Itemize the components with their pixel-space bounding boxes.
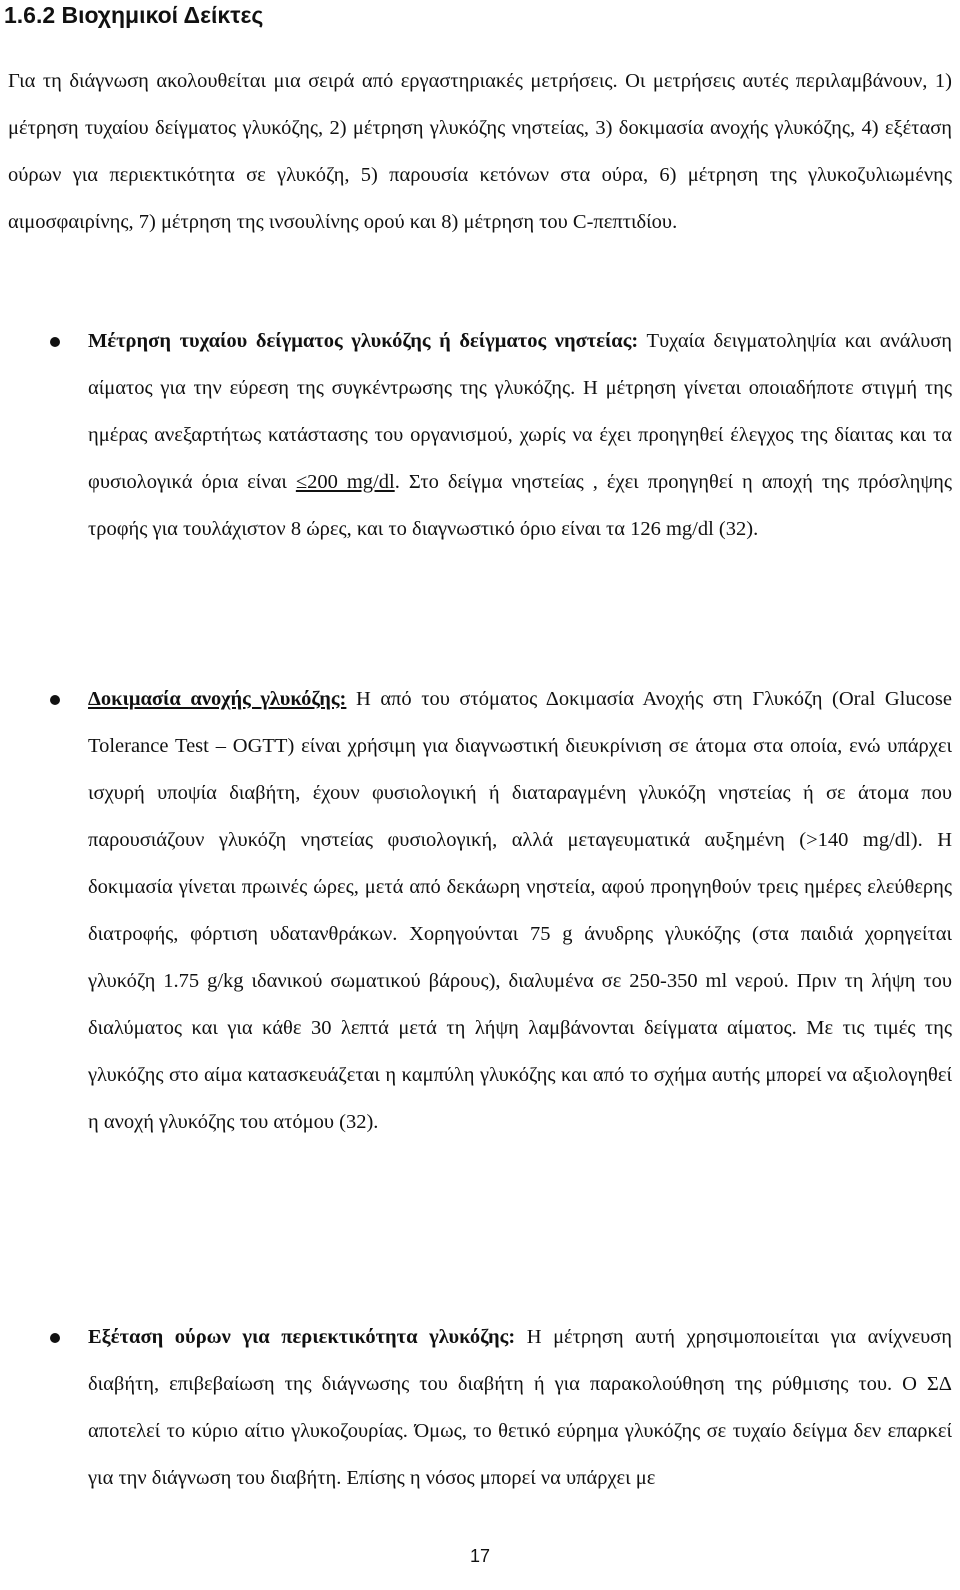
bullet-body-continued: . Στο δείγμα νηστείας , έχει προηγηθεί η αποχή της πρόσληψης τροφής για τουλάχιστον 8 ώρες, και το διαγνωστικό όριο είναι τα 126 mg/dl (32).: [88, 471, 952, 540]
bullet-term: Μέτρηση τυχαίου δείγματος γλυκόζης ή δείγματος νηστείας:: [88, 330, 639, 352]
bullet-dot: [50, 695, 60, 705]
bullet-body: Η από του στόματος Δοκιμασία Ανοχής στη Γλυκόζη (Oral Glucose Tolerance Test – OGTT) είναι χρήσιμη για διαγνωστική διευκρίνιση σε άτομα στα οποία, ενώ υπάρχει ισχυρή υποψία διαβήτη, έχουν φυσιολογική ή διαταραγμένη γλυκόζη νηστείας ή σε άτομα που παρουσιάζουν γλυκόζη νηστείας φυσιολογική, αλλά μεταγευματικά αυξημένη (>140 mg/dl). Η δοκιμασία γίνεται πρωινές ώρες, μετά από δεκάωρη νηστεία, αφού προηγηθούν τρεις ημέρες ελεύθερης διατροφής, φόρτιση υδατανθράκων. Χορηγούνται 75 g άνυδρης γλυκόζης (στα παιδιά χορηγείται γλυκόζη 1.75 g/kg ιδανικού σωματικού βάρους), διαλυμένα σε 250-350 ml νερού. Πριν τη λήψη του διαλύματος και για κάθε 30 λεπτά μετά τη λήψη λαμβάνονται δείγματα αίματος. Με τις τιμές της γλυκόζης στο αίμα κατασκευάζεται η καμπύλη γλυκόζης και από το σχήμα αυτής μπορεί να αξιολογηθεί η ανοχή γλυκόζης του ατόμου (32).: [88, 688, 953, 1133]
section-heading: 1.6.2 Βιοχημικοί Δείκτες: [4, 2, 264, 28]
bullet-paragraph: [88, 676, 952, 1146]
bullet-body: Η μέτρηση αυτή χρησιμοποιείται για ανίχνευση διαβήτη, επιβεβαίωση της διάγνωσης του διαβήτη ή για παρακολούθηση της ρύθμισης του. Ο ΣΔ αποτελεί το κύριο αίτιο γλυκοζουρίας. Όμως, το θετικό εύρημα γλυκόζης σε τυχαίο δείγμα δεν επαρκεί για την διάγνωση του διαβήτη. Επίσης η νόσος μπορεί να υπάρχει με: [88, 1326, 952, 1489]
bullet-random-fasting-glucose: [88, 318, 952, 553]
page-number: 17: [469, 1546, 491, 1566]
bullet-dot: [50, 337, 60, 347]
bullet-body: Τυχαία δειγματοληψία και ανάλυση αίματος για την εύρεση της συγκέντρωσης της γλυκόζης. Η μέτρηση γίνεται οποιαδήποτε στιγμή της ημέρας ανεξαρτήτως κατάστασης του οργανισμού, χωρίς να έχει προηγηθεί έλεγχος της δίαιτας και τα φυσιολογικά όρια είναι: [88, 330, 952, 493]
bullet-term: Εξέταση ούρων για περιεκτικότητα γλυκόζης:: [88, 1326, 516, 1348]
bullet-paragraph: [88, 318, 952, 553]
bullet-term: Δοκιμασία ανοχής γλυκόζης:: [88, 688, 347, 710]
bullet-dot: [50, 1333, 60, 1343]
threshold-value: ≤200 mg/dl: [295, 471, 395, 493]
bullet-urine-glucose-test: [88, 1314, 952, 1502]
intro-paragraph: Για τη διάγνωση ακολουθείται μια σειρά από εργαστηριακές μετρήσεις. Οι μετρήσεις αυτές περιλαμβάνουν, 1) μέτρηση τυχαίου δείγματος γλυκόζης, 2) μέτρηση γλυκόζης νηστείας, 3) δοκιμασία ανοχής γλυκόζης, 4) εξέταση ούρων για περιεκτικότητα σε γλυκόζη, 5) παρουσία κετόνων στα ούρα, 6) μέτρηση της γλυκοζυλιωμένης αιμοσφαιρίνης, 7) μέτρηση της ινσουλίνης ορού και 8) μέτρηση του C-πεπτιδίου.: [8, 70, 952, 233]
bullet-paragraph: [88, 1314, 952, 1502]
bullet-glucose-tolerance-test: [88, 676, 952, 1146]
